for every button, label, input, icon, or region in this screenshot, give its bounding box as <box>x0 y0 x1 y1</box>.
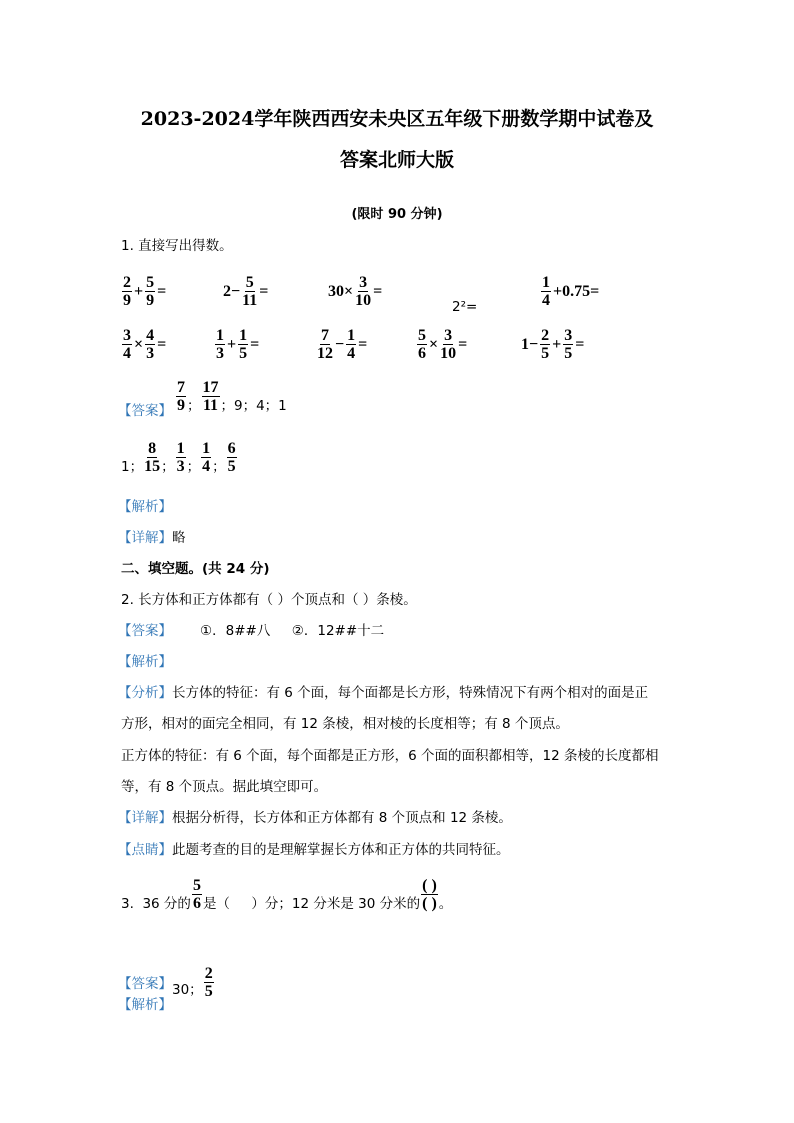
text: 30； <box>172 982 203 998</box>
section-2-heading: 二、填空题。(共 24 分) <box>121 561 270 577</box>
numerator: 3 <box>123 327 131 344</box>
answer-label: 【答案】 <box>118 976 172 992</box>
denominator: 5 <box>564 345 573 362</box>
fraction <box>215 327 225 362</box>
fraction <box>563 327 573 362</box>
numerator: 5 <box>418 327 426 344</box>
answer-expression <box>121 440 238 475</box>
fraction <box>540 327 550 362</box>
numerator: 1 <box>542 274 550 291</box>
fraction <box>355 274 371 309</box>
fraction <box>421 877 438 912</box>
answer-expression <box>175 379 287 414</box>
fraction <box>227 440 237 475</box>
question-2-prompt: 2. 长方体和正方体都有（ ）个顶点和（ ）条棱。 <box>121 592 417 608</box>
analysis-label: 【解析】 <box>118 499 172 515</box>
math-expression <box>452 299 477 315</box>
denominator: 9 <box>123 292 131 309</box>
text: ； <box>187 398 201 414</box>
fraction <box>201 440 211 475</box>
denominator: 4 <box>542 292 550 309</box>
math-operator: = <box>458 335 468 353</box>
denominator: 5 <box>541 345 550 362</box>
fraction <box>242 274 257 309</box>
fraction <box>238 327 248 362</box>
numerator: 1 <box>239 327 248 344</box>
denominator: 4 <box>202 458 211 475</box>
numerator: 2 <box>541 327 550 344</box>
fraction <box>145 274 155 309</box>
numerator: 6 <box>227 440 236 457</box>
math-operator: + <box>227 335 237 353</box>
fraction <box>440 327 456 362</box>
math-operator: = <box>157 282 167 300</box>
detail-text: 略 <box>172 530 186 546</box>
math-operator: 30× <box>328 282 354 300</box>
time-limit: (限时 90 分钟) <box>351 207 443 222</box>
denominator: 6 <box>418 345 426 362</box>
numerator: 5 <box>146 274 155 291</box>
math-operator: 2− <box>223 282 241 300</box>
fenxi-text: 长方体的特征：有 6 个面，每个面都是长方形，特殊情况下有两个相对的面是正 <box>172 685 649 701</box>
document-title-line2: 答案北师大版 <box>339 149 454 171</box>
fraction <box>346 327 356 362</box>
question-3-prompt <box>121 877 452 912</box>
numerator: 3 <box>359 274 368 291</box>
numerator: 7 <box>321 327 329 344</box>
document-title: 2023-2024学年陕西西安未央区五年级下册数学期中试卷及 <box>140 108 654 130</box>
math-expression <box>222 274 269 309</box>
math-expression <box>416 327 468 362</box>
dianjing-text: 此题考查的目的是理解掌握长方体和正方体的共同特征。 <box>172 842 510 858</box>
numerator: ( ) <box>422 877 437 894</box>
math-operator: = <box>575 335 585 353</box>
numerator: 2 <box>204 965 213 982</box>
text: ； <box>186 459 201 475</box>
math-operator: = <box>157 335 167 353</box>
math-expression <box>316 327 368 362</box>
fraction <box>204 965 214 1000</box>
math-expression <box>121 327 167 362</box>
numerator: 8 <box>148 440 157 457</box>
text: ； <box>212 459 226 475</box>
fenxi-text: 正方体的特征：有 6 个面，每个面都是正方形，6 个面的面积都相等，12 条棱的长度都相 <box>121 748 659 764</box>
analysis-label: 【解析】 <box>118 654 172 670</box>
denominator: 9 <box>146 292 155 309</box>
answer-label: 【答案】 <box>118 623 172 639</box>
text: ； <box>161 459 175 475</box>
numerator: 3 <box>564 327 573 344</box>
numerator: 3 <box>444 327 453 344</box>
text: 3. 36 分的 <box>121 896 191 912</box>
numerator: 1 <box>216 327 224 344</box>
denominator: 3 <box>216 345 224 362</box>
fraction <box>176 440 186 475</box>
numerator: 4 <box>146 327 155 344</box>
answer-text: ①．8##八 ②．12##十二 <box>200 623 385 639</box>
fraction <box>122 274 132 309</box>
math-operator: + <box>552 335 562 353</box>
fraction <box>192 877 202 912</box>
math-expression <box>121 274 167 309</box>
analysis-label: 【解析】 <box>118 997 172 1013</box>
math-operator: + <box>134 282 144 300</box>
fraction <box>541 274 551 309</box>
fraction <box>317 327 333 362</box>
math-operator: = <box>358 335 368 353</box>
denominator: 4 <box>123 345 131 362</box>
numerator: 5 <box>192 877 201 894</box>
math-operator: = <box>373 282 383 300</box>
fenxi-text: 方形，相对的面完全相同，有 12 条棱，相对棱的长度相等；有 8 个顶点。 <box>121 716 569 732</box>
denominator: 9 <box>177 397 185 414</box>
fraction <box>202 379 220 414</box>
detail-text: 根据分析得，长方体和正方体都有 8 个顶点和 12 条棱。 <box>172 810 512 826</box>
fraction <box>417 327 427 362</box>
text: 1； <box>121 459 144 475</box>
denominator: 12 <box>317 345 333 362</box>
answer-label: 【答案】 <box>118 403 172 419</box>
math-operator: = <box>259 282 269 300</box>
denominator: 3 <box>146 345 155 362</box>
fraction <box>144 440 160 475</box>
denominator: 5 <box>204 983 213 1000</box>
denominator: ( ) <box>422 895 437 912</box>
numerator: 2 <box>123 274 131 291</box>
denominator: 3 <box>176 458 185 475</box>
math-expression <box>540 274 600 309</box>
denominator: 10 <box>440 345 457 362</box>
math-expression <box>327 274 383 309</box>
numerator: 17 <box>202 379 219 396</box>
fraction <box>122 327 132 362</box>
math-operator: = <box>250 335 260 353</box>
detail-label: 【详解】 <box>118 810 172 826</box>
math-operator: × <box>429 335 439 353</box>
denominator: 11 <box>202 397 219 414</box>
denominator: 10 <box>355 292 372 309</box>
text: 是（ ）分；12 分米是 30 分米的 <box>202 896 421 912</box>
numerator: 1 <box>347 327 356 344</box>
math-operator: 1− <box>521 335 539 353</box>
fraction <box>176 379 186 414</box>
numerator: 1 <box>176 440 185 457</box>
math-expression <box>214 327 260 362</box>
math-expression <box>520 327 585 362</box>
answer-expression <box>172 965 215 1000</box>
detail-label: 【详解】 <box>118 530 172 546</box>
denominator: 6 <box>192 895 201 912</box>
math-operator: +0.75= <box>553 282 600 300</box>
denominator: 4 <box>347 345 356 362</box>
fraction <box>145 327 155 362</box>
text: ；9；4；1 <box>220 398 287 414</box>
numerator: 5 <box>245 274 254 291</box>
denominator: 5 <box>227 458 236 475</box>
denominator: 11 <box>242 292 258 309</box>
math-operator: × <box>134 335 144 353</box>
denominator: 15 <box>144 458 161 475</box>
math-operator: − <box>335 335 345 353</box>
fenxi-label: 【分析】 <box>118 685 172 701</box>
numerator: 1 <box>202 440 211 457</box>
question-1-prompt: 1. 直接写出得数。 <box>121 238 233 254</box>
dianjing-label: 【点睛】 <box>118 842 172 858</box>
text: 。 <box>438 896 453 912</box>
fenxi-text: 等，有 8 个顶点。据此填空即可。 <box>121 779 328 795</box>
numerator: 7 <box>177 379 185 396</box>
text: 2²= <box>452 299 478 315</box>
denominator: 5 <box>239 345 248 362</box>
